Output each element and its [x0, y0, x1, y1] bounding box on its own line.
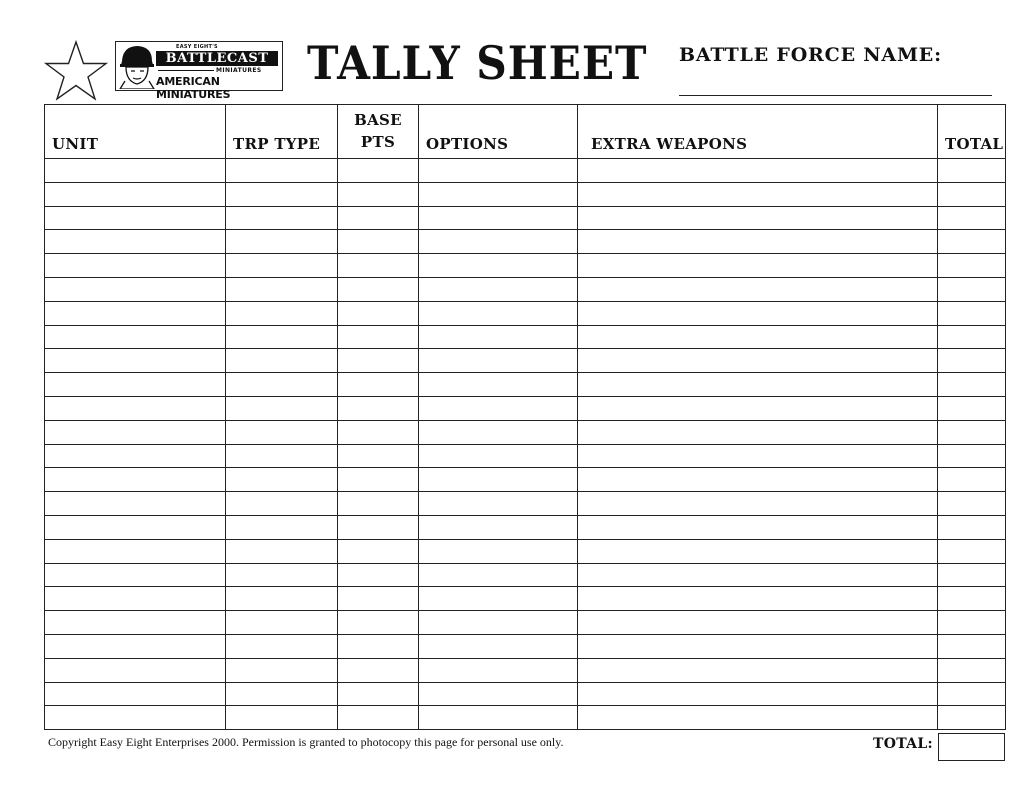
extra-weapons-cell[interactable]	[578, 539, 938, 563]
table-row	[45, 682, 1006, 706]
logo-sub-text: MINIATURES	[216, 67, 262, 74]
soldier-head-icon	[117, 43, 157, 89]
base-pts-cell[interactable]	[338, 396, 419, 420]
options-cell[interactable]	[419, 420, 578, 444]
table-row	[45, 611, 1006, 635]
grand-total-label: TOTAL:	[873, 736, 933, 752]
table-row	[45, 182, 1006, 206]
total-cell[interactable]	[938, 373, 1006, 397]
options-cell[interactable]	[419, 611, 578, 635]
extra-weapons-cell[interactable]	[578, 420, 938, 444]
extra-weapons-cell[interactable]	[578, 634, 938, 658]
table-row	[45, 634, 1006, 658]
column-header-base-pts	[338, 105, 419, 159]
page-title: TALLY SHEET	[307, 36, 648, 90]
options-cell[interactable]	[419, 492, 578, 516]
unit-cell[interactable]	[45, 492, 226, 516]
base-pts-cell[interactable]	[338, 539, 419, 563]
extra-weapons-cell[interactable]	[578, 182, 938, 206]
options-cell[interactable]	[419, 706, 578, 730]
options-cell[interactable]	[419, 254, 578, 278]
base-pts-cell[interactable]	[338, 373, 419, 397]
options-cell[interactable]	[419, 587, 578, 611]
trp-type-cell[interactable]	[226, 277, 338, 301]
base-pts-cell[interactable]	[338, 159, 419, 183]
unit-cell[interactable]	[45, 444, 226, 468]
trp-type-cell[interactable]	[226, 611, 338, 635]
total-cell[interactable]	[938, 515, 1006, 539]
column-header-total: TOTAL	[938, 105, 1006, 159]
table-row	[45, 420, 1006, 444]
table-row	[45, 539, 1006, 563]
options-cell[interactable]	[419, 539, 578, 563]
options-cell[interactable]	[419, 468, 578, 492]
options-cell[interactable]	[419, 230, 578, 254]
base-pts-line2: PTS	[360, 133, 396, 151]
total-cell[interactable]	[938, 182, 1006, 206]
total-cell[interactable]	[938, 301, 1006, 325]
total-cell[interactable]	[938, 420, 1006, 444]
base-pts-cell[interactable]	[338, 587, 419, 611]
unit-cell[interactable]	[45, 515, 226, 539]
trp-type-cell[interactable]	[226, 587, 338, 611]
options-cell[interactable]	[419, 206, 578, 230]
unit-cell[interactable]	[45, 587, 226, 611]
column-header-unit: UNIT	[45, 105, 226, 159]
options-cell[interactable]	[419, 658, 578, 682]
unit-cell[interactable]	[45, 159, 226, 183]
trp-type-cell[interactable]	[226, 254, 338, 278]
table-row	[45, 254, 1006, 278]
table-row	[45, 373, 1006, 397]
trp-type-cell[interactable]	[226, 563, 338, 587]
battlecast-logo	[115, 41, 283, 101]
extra-weapons-cell[interactable]	[578, 277, 938, 301]
table-row	[45, 206, 1006, 230]
base-pts-cell[interactable]	[338, 611, 419, 635]
options-cell[interactable]	[419, 373, 578, 397]
extra-weapons-cell[interactable]	[578, 682, 938, 706]
extra-weapons-cell[interactable]	[578, 706, 938, 730]
trp-type-cell[interactable]	[226, 444, 338, 468]
trp-type-cell[interactable]	[226, 159, 338, 183]
options-cell[interactable]	[419, 396, 578, 420]
logo-brand: BATTLECAST	[156, 51, 278, 66]
base-pts-line1: BASE	[354, 111, 402, 129]
table-row	[45, 396, 1006, 420]
extra-weapons-cell[interactable]	[578, 325, 938, 349]
table-row	[45, 658, 1006, 682]
trp-type-cell[interactable]	[226, 349, 338, 373]
base-pts-cell[interactable]	[338, 468, 419, 492]
unit-cell[interactable]	[45, 277, 226, 301]
grand-total-field[interactable]	[938, 733, 1005, 761]
extra-weapons-cell[interactable]	[578, 563, 938, 587]
total-cell[interactable]	[938, 230, 1006, 254]
total-cell[interactable]	[938, 587, 1006, 611]
total-cell[interactable]	[938, 206, 1006, 230]
base-pts-cell[interactable]	[338, 658, 419, 682]
unit-cell[interactable]	[45, 301, 226, 325]
trp-type-cell[interactable]	[226, 230, 338, 254]
trp-type-cell[interactable]	[226, 325, 338, 349]
table-row	[45, 444, 1006, 468]
table-row	[45, 706, 1006, 730]
extra-weapons-cell[interactable]	[578, 373, 938, 397]
total-cell[interactable]	[938, 277, 1006, 301]
extra-weapons-cell[interactable]	[578, 468, 938, 492]
base-pts-cell[interactable]	[338, 682, 419, 706]
options-cell[interactable]	[419, 277, 578, 301]
options-cell[interactable]	[419, 634, 578, 658]
unit-cell[interactable]	[45, 611, 226, 635]
total-cell[interactable]	[938, 682, 1006, 706]
extra-weapons-cell[interactable]	[578, 254, 938, 278]
unit-cell[interactable]	[45, 468, 226, 492]
table-row	[45, 230, 1006, 254]
options-cell[interactable]	[419, 444, 578, 468]
trp-type-cell[interactable]	[226, 706, 338, 730]
trp-type-cell[interactable]	[226, 658, 338, 682]
trp-type-cell[interactable]	[226, 682, 338, 706]
base-pts-cell[interactable]	[338, 492, 419, 516]
trp-type-cell[interactable]	[226, 182, 338, 206]
table-row	[45, 492, 1006, 516]
base-pts-cell[interactable]	[338, 634, 419, 658]
options-cell[interactable]	[419, 182, 578, 206]
base-pts-cell[interactable]	[338, 515, 419, 539]
tally-table	[44, 104, 1006, 730]
extra-weapons-cell[interactable]	[578, 444, 938, 468]
unit-cell[interactable]	[45, 420, 226, 444]
trp-type-cell[interactable]	[226, 468, 338, 492]
total-cell[interactable]	[938, 444, 1006, 468]
options-cell[interactable]	[419, 349, 578, 373]
unit-cell[interactable]	[45, 230, 226, 254]
base-pts-cell[interactable]	[338, 182, 419, 206]
base-pts-cell[interactable]	[338, 444, 419, 468]
extra-weapons-cell[interactable]	[578, 301, 938, 325]
table-row	[45, 325, 1006, 349]
total-cell[interactable]	[938, 254, 1006, 278]
unit-cell[interactable]	[45, 206, 226, 230]
unit-cell[interactable]	[45, 563, 226, 587]
base-pts-cell[interactable]	[338, 301, 419, 325]
base-pts-cell[interactable]	[338, 349, 419, 373]
trp-type-cell[interactable]	[226, 539, 338, 563]
unit-cell[interactable]	[45, 682, 226, 706]
table-row	[45, 515, 1006, 539]
total-cell[interactable]	[938, 325, 1006, 349]
extra-weapons-cell[interactable]	[578, 515, 938, 539]
trp-type-cell[interactable]	[226, 515, 338, 539]
star-icon	[44, 40, 108, 102]
unit-cell[interactable]	[45, 634, 226, 658]
extra-weapons-cell[interactable]	[578, 587, 938, 611]
trp-type-cell[interactable]	[226, 634, 338, 658]
trp-type-cell[interactable]	[226, 420, 338, 444]
total-cell[interactable]	[938, 396, 1006, 420]
table-row	[45, 301, 1006, 325]
base-pts-cell[interactable]	[338, 706, 419, 730]
base-pts-cell[interactable]	[338, 254, 419, 278]
copyright-notice: Copyright Easy Eight Enterprises 2000. Permission is granted to photocopy this page for personal use only.	[48, 735, 564, 749]
trp-type-cell[interactable]	[226, 396, 338, 420]
extra-weapons-cell[interactable]	[578, 658, 938, 682]
total-cell[interactable]	[938, 492, 1006, 516]
extra-weapons-cell[interactable]	[578, 396, 938, 420]
total-cell[interactable]	[938, 634, 1006, 658]
extra-weapons-cell[interactable]	[578, 492, 938, 516]
trp-type-cell[interactable]	[226, 301, 338, 325]
table-row	[45, 277, 1006, 301]
column-header-options: OPTIONS	[419, 105, 578, 159]
total-cell[interactable]	[938, 468, 1006, 492]
trp-type-cell[interactable]	[226, 206, 338, 230]
battle-force-name-field[interactable]	[679, 95, 992, 96]
column-header-trp-type: TRP TYPE	[226, 105, 338, 159]
base-pts-cell[interactable]	[338, 277, 419, 301]
total-cell[interactable]	[938, 539, 1006, 563]
extra-weapons-cell[interactable]	[578, 206, 938, 230]
column-header-extra-weapons: EXTRA WEAPONS	[578, 105, 938, 159]
unit-cell[interactable]	[45, 325, 226, 349]
table-header-row	[45, 105, 1006, 159]
base-pts-cell[interactable]	[338, 230, 419, 254]
unit-cell[interactable]	[45, 373, 226, 397]
total-cell[interactable]	[938, 349, 1006, 373]
unit-cell[interactable]	[45, 658, 226, 682]
extra-weapons-cell[interactable]	[578, 159, 938, 183]
trp-type-cell[interactable]	[226, 373, 338, 397]
options-cell[interactable]	[419, 515, 578, 539]
battle-force-label: BATTLE FORCE NAME:	[679, 44, 942, 66]
unit-cell[interactable]	[45, 396, 226, 420]
total-cell[interactable]	[938, 706, 1006, 730]
extra-weapons-cell[interactable]	[578, 349, 938, 373]
extra-weapons-cell[interactable]	[578, 611, 938, 635]
unit-cell[interactable]	[45, 349, 226, 373]
unit-cell[interactable]	[45, 706, 226, 730]
unit-cell[interactable]	[45, 539, 226, 563]
options-cell[interactable]	[419, 325, 578, 349]
logo-divider	[158, 70, 214, 71]
table-row	[45, 587, 1006, 611]
options-cell[interactable]	[419, 682, 578, 706]
base-pts-cell[interactable]	[338, 563, 419, 587]
table-row	[45, 468, 1006, 492]
unit-cell[interactable]	[45, 254, 226, 278]
trp-type-cell[interactable]	[226, 492, 338, 516]
total-cell[interactable]	[938, 658, 1006, 682]
total-cell[interactable]	[938, 159, 1006, 183]
base-pts-cell[interactable]	[338, 325, 419, 349]
options-cell[interactable]	[419, 301, 578, 325]
total-cell[interactable]	[938, 611, 1006, 635]
unit-cell[interactable]	[45, 182, 226, 206]
table-row	[45, 349, 1006, 373]
options-cell[interactable]	[419, 159, 578, 183]
logo-american-miniatures: AMERICAN MINIATURES	[156, 75, 231, 101]
table-row	[45, 159, 1006, 183]
extra-weapons-cell[interactable]	[578, 230, 938, 254]
base-pts-cell[interactable]	[338, 206, 419, 230]
base-pts-cell[interactable]	[338, 420, 419, 444]
options-cell[interactable]	[419, 563, 578, 587]
total-cell[interactable]	[938, 563, 1006, 587]
table-row	[45, 563, 1006, 587]
logo-top-text: EASY EIGHT'S	[176, 44, 218, 50]
